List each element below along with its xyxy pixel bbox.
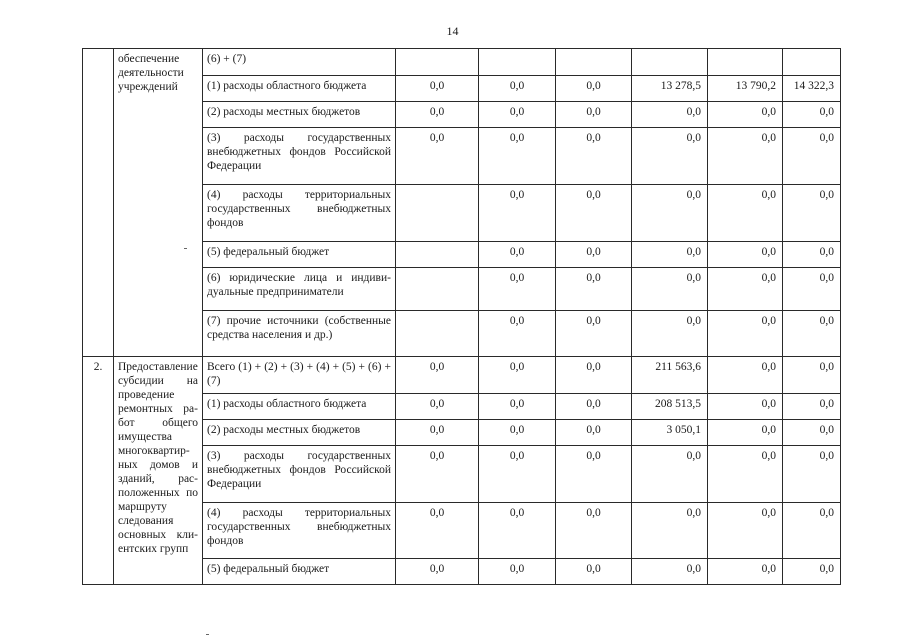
value-cell: 0,0	[783, 559, 841, 585]
value-cell: 13 790,2	[708, 76, 783, 102]
value-cell: 0,0	[479, 102, 556, 128]
value-cell: 0,0	[556, 185, 632, 242]
value-cell: 0,0	[708, 242, 783, 268]
value-cell: 0,0	[479, 311, 556, 357]
table-row	[83, 357, 841, 394]
value-cell: 0,0	[556, 268, 632, 311]
value-cell: 0,0	[396, 357, 479, 394]
row-number-cell: 2.	[83, 357, 114, 585]
value-cell: 0,0	[396, 503, 479, 559]
row-number-cell	[83, 49, 114, 357]
value-cell: 0,0	[556, 559, 632, 585]
funding-source-cell: Всего (1) + (2) + (3) + (4) + (5) + (6) + (7)	[203, 357, 396, 394]
funding-source-cell: (4) расходы территориальных государственных внебюджетных фондов	[203, 503, 396, 559]
value-cell: 0,0	[708, 311, 783, 357]
value-cell: 0,0	[708, 357, 783, 394]
value-cell: 0,0	[632, 311, 708, 357]
measure-name-cell: Предоставление субсидии на проведение ремонтных работ общего имущества многоквартирных домов и зданий, расположенных по маршруту следования основных клиентских групп	[114, 357, 203, 585]
value-cell: 0,0	[708, 268, 783, 311]
value-cell: 0,0	[556, 394, 632, 420]
value-cell: 0,0	[708, 394, 783, 420]
table-row	[83, 49, 841, 76]
value-cell: 0,0	[783, 311, 841, 357]
value-cell: 0,0	[632, 503, 708, 559]
value-cell: 0,0	[632, 128, 708, 185]
funding-source-cell: (6) юридические лица и индивидуальные предприниматели	[203, 268, 396, 311]
value-cell: 0,0	[632, 446, 708, 503]
funding-source-cell: (7) прочие источники (собственные средства населения и др.)	[203, 311, 396, 357]
value-cell: 0,0	[783, 357, 841, 394]
value-cell: 13 278,5	[632, 76, 708, 102]
value-cell: 0,0	[783, 242, 841, 268]
value-cell: 0,0	[556, 357, 632, 394]
value-cell: 0,0	[708, 128, 783, 185]
value-cell	[479, 49, 556, 76]
value-cell: 0,0	[396, 102, 479, 128]
value-cell	[396, 49, 479, 76]
value-cell: 0,0	[783, 394, 841, 420]
value-cell: 208 513,5	[632, 394, 708, 420]
value-cell: 14 322,3	[783, 76, 841, 102]
funding-source-cell: (5) федеральный бюджет	[203, 559, 396, 585]
value-cell: 0,0	[556, 242, 632, 268]
value-cell: 0,0	[783, 268, 841, 311]
value-cell: 0,0	[479, 446, 556, 503]
value-cell	[396, 311, 479, 357]
value-cell: 0,0	[396, 420, 479, 446]
value-cell: 0,0	[783, 128, 841, 185]
value-cell: 0,0	[479, 128, 556, 185]
value-cell: 0,0	[783, 102, 841, 128]
value-cell: 0,0	[708, 503, 783, 559]
value-cell: 0,0	[783, 503, 841, 559]
value-cell: 0,0	[708, 102, 783, 128]
value-cell: 0,0	[556, 446, 632, 503]
value-cell: 0,0	[479, 268, 556, 311]
value-cell: 0,0	[632, 185, 708, 242]
value-cell: 0,0	[556, 420, 632, 446]
value-cell: 0,0	[708, 559, 783, 585]
funding-source-cell: (5) федеральный бюджет	[203, 242, 396, 268]
value-cell: 0,0	[632, 242, 708, 268]
value-cell	[396, 242, 479, 268]
value-cell	[632, 49, 708, 76]
value-cell: 0,0	[556, 128, 632, 185]
value-cell	[396, 268, 479, 311]
value-cell: 0,0	[396, 128, 479, 185]
value-cell: 0,0	[479, 357, 556, 394]
value-cell: 0,0	[708, 185, 783, 242]
value-cell: 0,0	[556, 503, 632, 559]
value-cell: 0,0	[783, 446, 841, 503]
value-cell: 0,0	[479, 420, 556, 446]
value-cell: 3 050,1	[632, 420, 708, 446]
funding-source-cell: (3) расходы государственных внебюджетных фондов Российской Федерации	[203, 128, 396, 185]
page-number: 14	[446, 24, 459, 38]
value-cell	[396, 185, 479, 242]
value-cell: 0,0	[556, 311, 632, 357]
value-cell: 0,0	[783, 420, 841, 446]
value-cell: 0,0	[632, 268, 708, 311]
funding-source-cell: (1) расходы областного бюджета	[203, 394, 396, 420]
value-cell: 0,0	[479, 394, 556, 420]
funding-source-cell: (1) расходы областного бюджета	[203, 76, 396, 102]
value-cell: 0,0	[396, 394, 479, 420]
value-cell: 0,0	[479, 185, 556, 242]
value-cell: 0,0	[396, 559, 479, 585]
value-cell: 211 563,6	[632, 357, 708, 394]
measure-name-cell: обеспечение деятельности учреждений	[114, 49, 203, 357]
value-cell: 0,0	[708, 446, 783, 503]
funding-source-cell: (2) расходы местных бюджетов	[203, 420, 396, 446]
value-cell: 0,0	[632, 102, 708, 128]
value-cell: 0,0	[396, 76, 479, 102]
value-cell	[783, 49, 841, 76]
funding-source-cell: (2) расходы местных бюджетов	[203, 102, 396, 128]
value-cell	[708, 49, 783, 76]
value-cell: 0,0	[479, 76, 556, 102]
funding-source-cell: (3) расходы государственных внебюджетных фондов Российской Федерации	[203, 446, 396, 503]
funding-source-cell: (6) + (7)	[203, 49, 396, 76]
value-cell: 0,0	[708, 420, 783, 446]
value-cell: 0,0	[556, 76, 632, 102]
budget-table	[82, 48, 841, 585]
funding-source-cell: (4) расходы территориальных государственных внебюджетных фондов	[203, 185, 396, 242]
value-cell: 0,0	[396, 446, 479, 503]
value-cell	[556, 49, 632, 76]
value-cell: 0,0	[783, 185, 841, 242]
value-cell: 0,0	[479, 503, 556, 559]
value-cell: 0,0	[556, 102, 632, 128]
value-cell: 0,0	[632, 559, 708, 585]
value-cell: 0,0	[479, 242, 556, 268]
value-cell: 0,0	[479, 559, 556, 585]
